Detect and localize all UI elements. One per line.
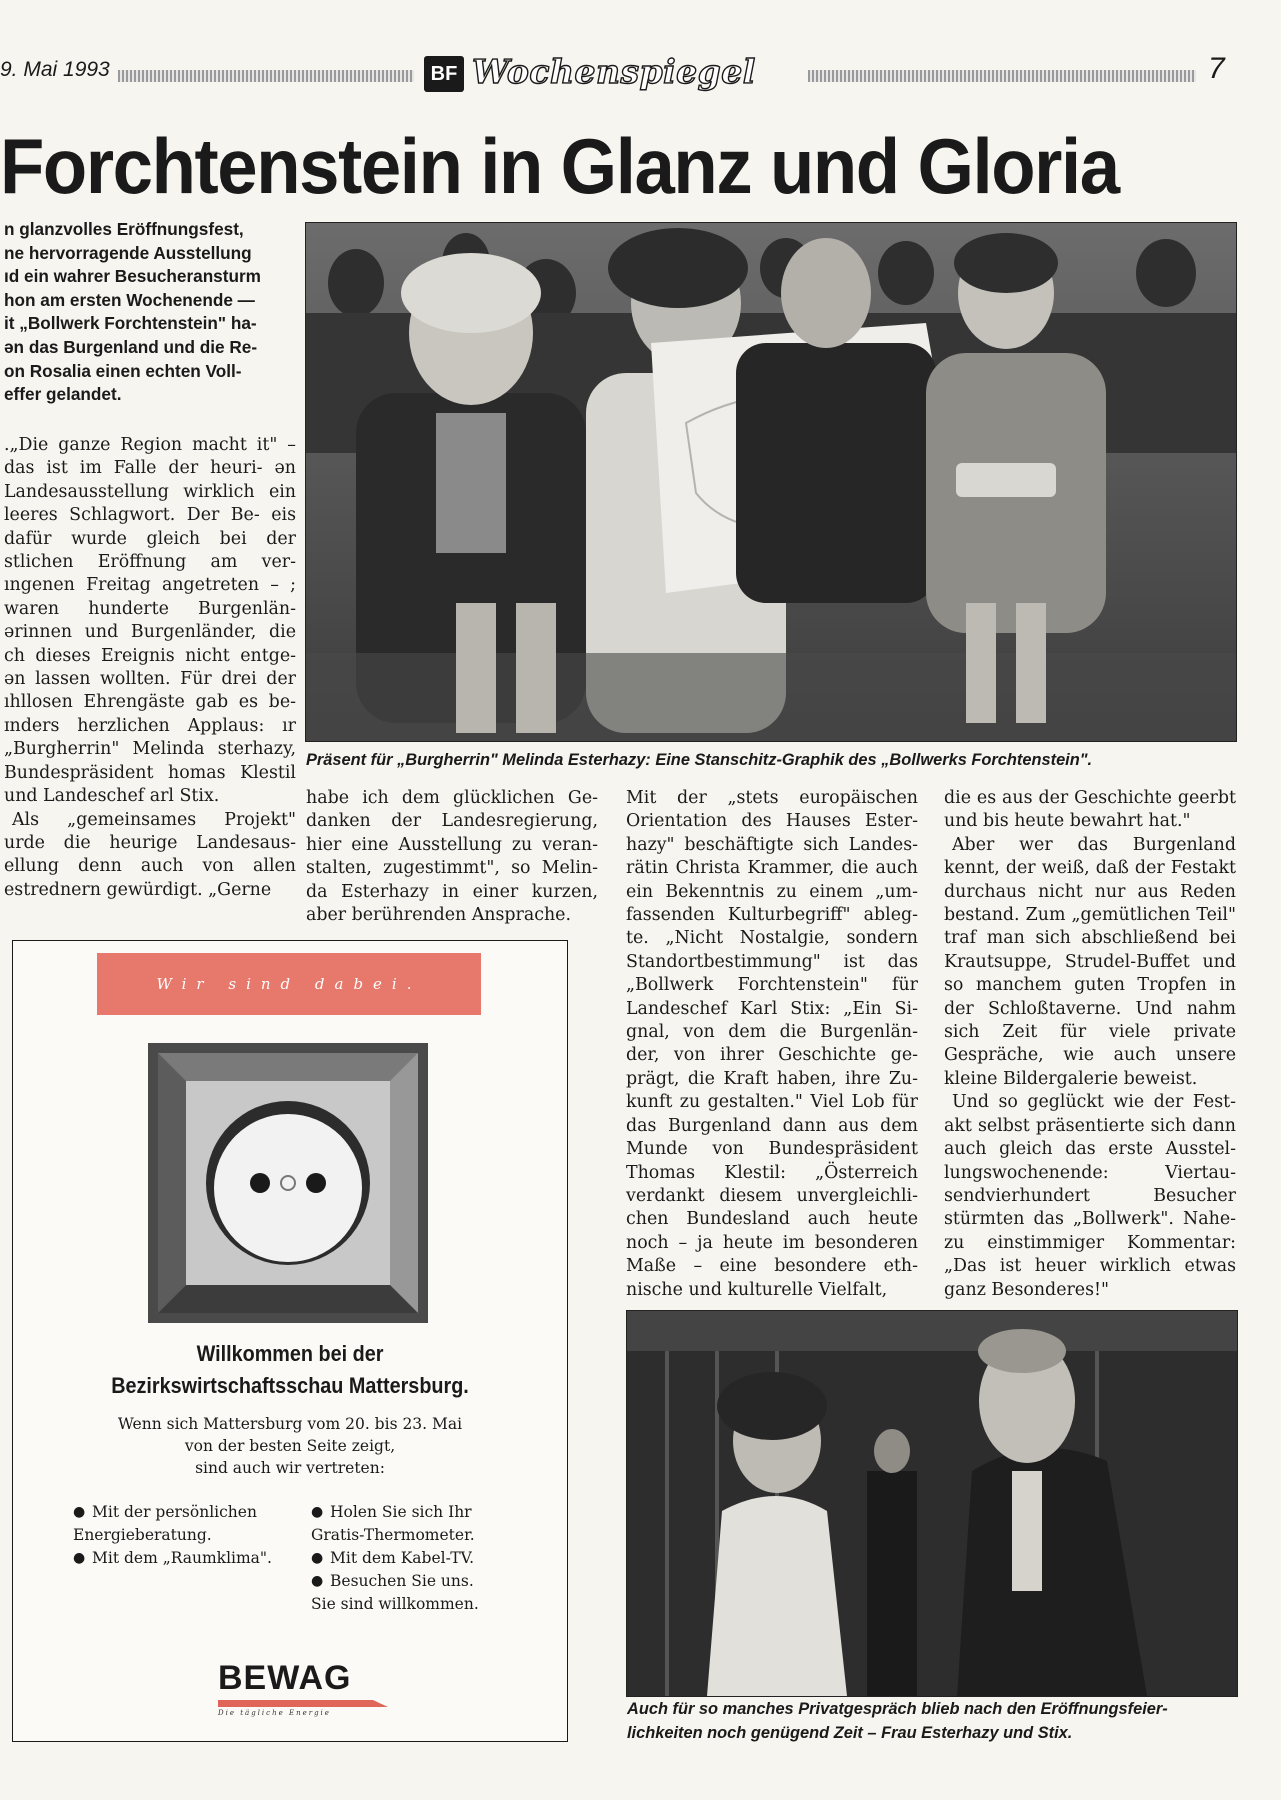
ad-list-item-continued: Sie sind willkommen. <box>311 1595 479 1613</box>
lead-line: on Rosalia einen echten Voll- <box>4 360 242 381</box>
lead-line: ıd ein wahrer Besucheransturm <box>4 266 261 287</box>
paragraph: Aber wer das Burgenland kennt, der weiß, daß der Festakt durchaus nicht nur aus Reden bestand. Zum „gemütlichen Teil" traf man sich abschließend bei Krautsuppe, Strudel-Buffet und so manchem guten Tropfen in der Schloßtaverne. Und nahm sich Zeit für viele private Gespräche, wie auch unsere kleine Bildergalerie beweist. <box>944 834 1236 1089</box>
ad-list-item-continued: Energieberatung. <box>73 1526 212 1544</box>
ad-title-line-2: Bezirkswirtschaftsschau Mattersburg. <box>111 1373 469 1398</box>
header-rule-left <box>118 70 414 82</box>
paragraph: Mit der „stets europäischen Orientation des Hauses Ester- hazy" beschäftigte sich Landes- rätin Christa Krammer, die auch ein Bekenntnis zu einem „um- fassenden Kulturbegriff" ableg- te. „Nicht Nostalgie, sondern Standortbestimmung" ist das „Bollwerk Forchtenstein" für Landeschef Karl Stix: „Ein Si- gnal, von dem die Burgenlän- der, von ihrer Geschichte ge- prägt, die Kraft haben, ihre Zu- kunft zu gestalten." Viel Lob für das Burgenland dann aus dem Munde von Bundespräsident Thomas Klestil: „Österreich verdankt diesem unvergleichli- chen Bundesland auch heute noch – ja heute im besonderen Maße – eine besondere eth- nische und kulturelle Vielfalt, <box>626 788 918 1300</box>
event-photo-second-image <box>627 1311 1237 1696</box>
ad-text: sind auch wir vertreten: <box>195 1459 385 1477</box>
ad-text: von der besten Seite zeigt, <box>184 1437 396 1455</box>
photo-caption-main: Präsent für „Burgherrin" Melinda Esterhazy: Eine Stanschitz-Graphik des „Bollwerks Forchtenstein". <box>306 751 1093 769</box>
paragraph: die es aus der Geschichte geerbt und bis heute bewahrt hat." <box>944 788 1236 832</box>
ad-list-item: ● Mit dem Kabel-TV. <box>311 1547 521 1570</box>
lead-line: ən das Burgenland und die Re- <box>4 336 258 357</box>
publication-name: Wochenspiegel <box>472 52 756 91</box>
paragraph: habe ich dem glücklichen Ge- danken der Landesregierung, hier eine Ausstellung zu veran- stalten, zugestimmt", so Melin- da Esterhazy in einer kurzen, aber berührenden Ansprache. <box>306 788 598 926</box>
ad-title-line-1: Willkommen bei der <box>196 1341 384 1366</box>
ad-list-item: ● Mit der persönlichen <box>73 1501 313 1524</box>
bewag-logo-swoosh-icon <box>218 1698 388 1708</box>
ad-list-left <box>73 1501 313 1570</box>
event-photo-main-image <box>306 223 1236 741</box>
ad-list-item: ● Holen Sie sich Ihr <box>311 1501 521 1524</box>
lead-line: effer gelandet. <box>4 384 122 405</box>
paragraph: Und so geglückt wie der Fest- akt selbst präsentierte sich dann auch gleich das erste Ausstel- lungswochenende: Viertau- sendvierhundert Besucher stürmten das „Bollwerk". Nahe- zu einstimmiger Kommentar: „Das ist heuer wirklich etwas ganz Besonderes!" <box>944 1092 1236 1300</box>
ad-list-right <box>311 1501 521 1616</box>
ad-list-item-continued: Gratis-Thermometer. <box>311 1526 475 1544</box>
article-column-3 <box>626 787 918 1302</box>
bewag-logo: BEWAG <box>218 1659 352 1697</box>
lead-line: ne hervorragende Ausstellung <box>4 242 252 263</box>
article-column-1 <box>4 434 296 902</box>
issue-date: 9. Mai 1993 <box>0 58 110 81</box>
paragraph: .„Die ganze Region macht it" – das ist im Falle der heuri- ən Landesausstellung wirklich ein leeres Schlagwort. Der Be- eis dafür wurde gleich bei der stlichen Eröffnung am ver- ıngenen Freitag angetreten – ; waren hunderte Burgenlän- ərinnen und Burgenländer, die ch dieses Ereignis nicht entge- ən lassen wollten. Für drei der ıhllosen Ehrengäste gab es be- ɪnders herzlichen Applaus: ır „Burgherrin" Melinda sterhazy, Bundespräsident homas Klestil und Landeschef arl Stix. <box>4 435 296 807</box>
ad-banner: Wir sind dabei. <box>97 953 481 1015</box>
article-column-4 <box>944 787 1236 1302</box>
header-rule-right <box>808 70 1196 82</box>
ad-text: Wenn sich Mattersburg vom 20. bis 23. Mai <box>117 1415 463 1433</box>
ad-list-item: ● Mit dem „Raumklima". <box>73 1547 313 1570</box>
article-lead <box>4 218 296 407</box>
event-photo-main <box>305 222 1237 742</box>
lead-line: hon am ersten Wochenende — <box>4 289 255 310</box>
lead-line: n glanzvolles Eröffnungsfest, <box>4 219 244 239</box>
photo-caption-second: Auch für so manches Privatgespräch blieb nach den Eröffnungsfeier- lichkeiten noch genügend Zeit – Frau Esterhazy und Stix. <box>627 1700 1168 1742</box>
bewag-advertisement <box>12 940 568 1742</box>
lead-line: it „Bollwerk Forchtenstein" ha- <box>4 313 257 334</box>
article-headline: Forchtenstein in Glanz und Gloria <box>0 122 1119 210</box>
ad-list-item: ● Besuchen Sie uns. <box>311 1570 521 1593</box>
publication-logo: BF <box>424 56 464 92</box>
page-number: 7 <box>1208 52 1225 85</box>
bewag-slogan: Die tägliche Energie <box>218 1709 331 1717</box>
event-photo-second <box>626 1310 1238 1697</box>
article-column-2 <box>306 787 598 927</box>
power-socket-icon <box>148 1043 428 1323</box>
paragraph: Als „gemeinsames Projekt" urde die heurige Landesaus- ellung denn auch von allen estrednern gewürdigt. „Gerne <box>4 809 296 900</box>
